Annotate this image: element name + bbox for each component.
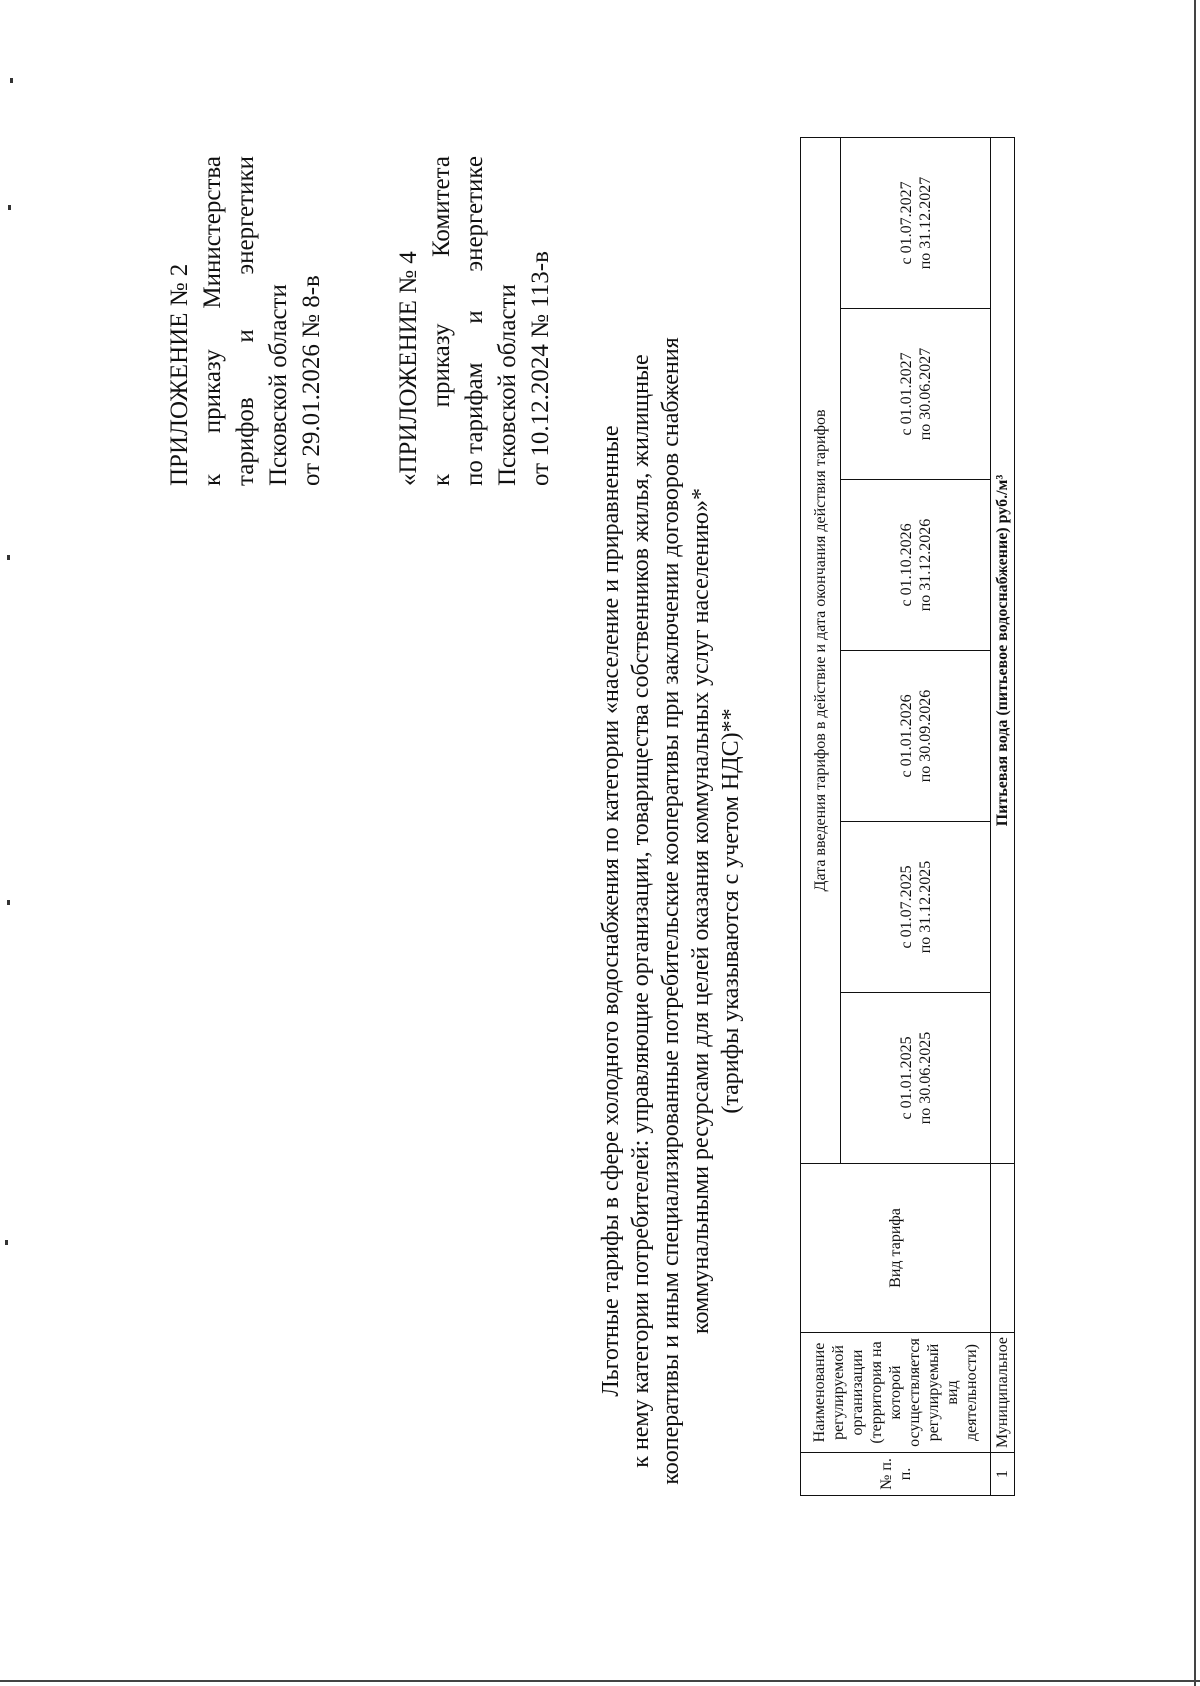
- appendix-amended-line-3: по тарифам и энергетике: [461, 156, 488, 486]
- document-title: [596, 336, 746, 1486]
- header-organization: Наименование регулируемой организации (территория на которой осуществляется регулируемый вид деятельности): [801, 1332, 991, 1452]
- title-line: к нему категории потребителей: управляющие организации, товарищества собственников жилья, жилищные: [628, 354, 654, 1468]
- header-period: с 01.07.2025 по 31.12.2025: [841, 821, 991, 992]
- scan-edge-right: [1194, 0, 1196, 1686]
- header-period: с 01.01.2027 по 30.06.2027: [841, 308, 991, 479]
- section-label: Питьевая вода (питьевое водоснабжение) руб./м³: [991, 137, 1015, 1163]
- row-number: 1: [991, 1453, 1015, 1496]
- header-number: № п. п.: [801, 1453, 991, 1496]
- appendix-current: [163, 156, 328, 486]
- appendix-amended-date: от 10.12.2024 № 113-в: [527, 251, 554, 486]
- appendix-current-date: от 29.01.2026 № 8-в: [298, 275, 325, 486]
- appendix-amended-region: Псковской области: [494, 284, 521, 486]
- appendix-current-line-3: тарифов и энергетики: [232, 156, 259, 486]
- header-period-group: Дата введения тарифов в действие и дата окончания действия тарифов: [801, 137, 841, 1163]
- appendix-current-title: ПРИЛОЖЕНИЕ № 2: [166, 263, 193, 486]
- row-organization: Муниципальное: [991, 1332, 1015, 1452]
- appendix-amended-line-2: к приказу Комитета: [428, 156, 455, 486]
- appendix-amended-title: «ПРИЛОЖЕНИЕ № 4: [395, 251, 422, 486]
- row-blank: [991, 1163, 1015, 1332]
- title-line: Льготные тарифы в сфере холодного водоснабжения по категории «население и приравненные: [598, 425, 624, 1397]
- title-line: кооперативы и иным специализированные потребительские кооперативы при заключении договоров снабжения: [658, 337, 684, 1485]
- appendix-current-region: Псковской области: [265, 284, 292, 486]
- title-line: коммунальными ресурсами для целей оказания коммунальных услуг населению»*: [688, 488, 714, 1334]
- header-period: с 01.01.2025 по 30.06.2025: [841, 992, 991, 1163]
- tariff-table: [800, 137, 1015, 1496]
- appendix-amended: [392, 156, 557, 486]
- header-tariff-type: Вид тарифа: [801, 1163, 991, 1332]
- title-line: (тарифы указываются с учетом НДС)**: [718, 708, 744, 1114]
- header-period: с 01.10.2026 по 31.12.2026: [841, 479, 991, 650]
- header-period: с 01.07.2027 по 31.12.2027: [841, 137, 991, 308]
- appendix-current-line-2: к приказу Министерства: [199, 156, 226, 486]
- header-period: с 01.01.2026 по 30.09.2026: [841, 650, 991, 821]
